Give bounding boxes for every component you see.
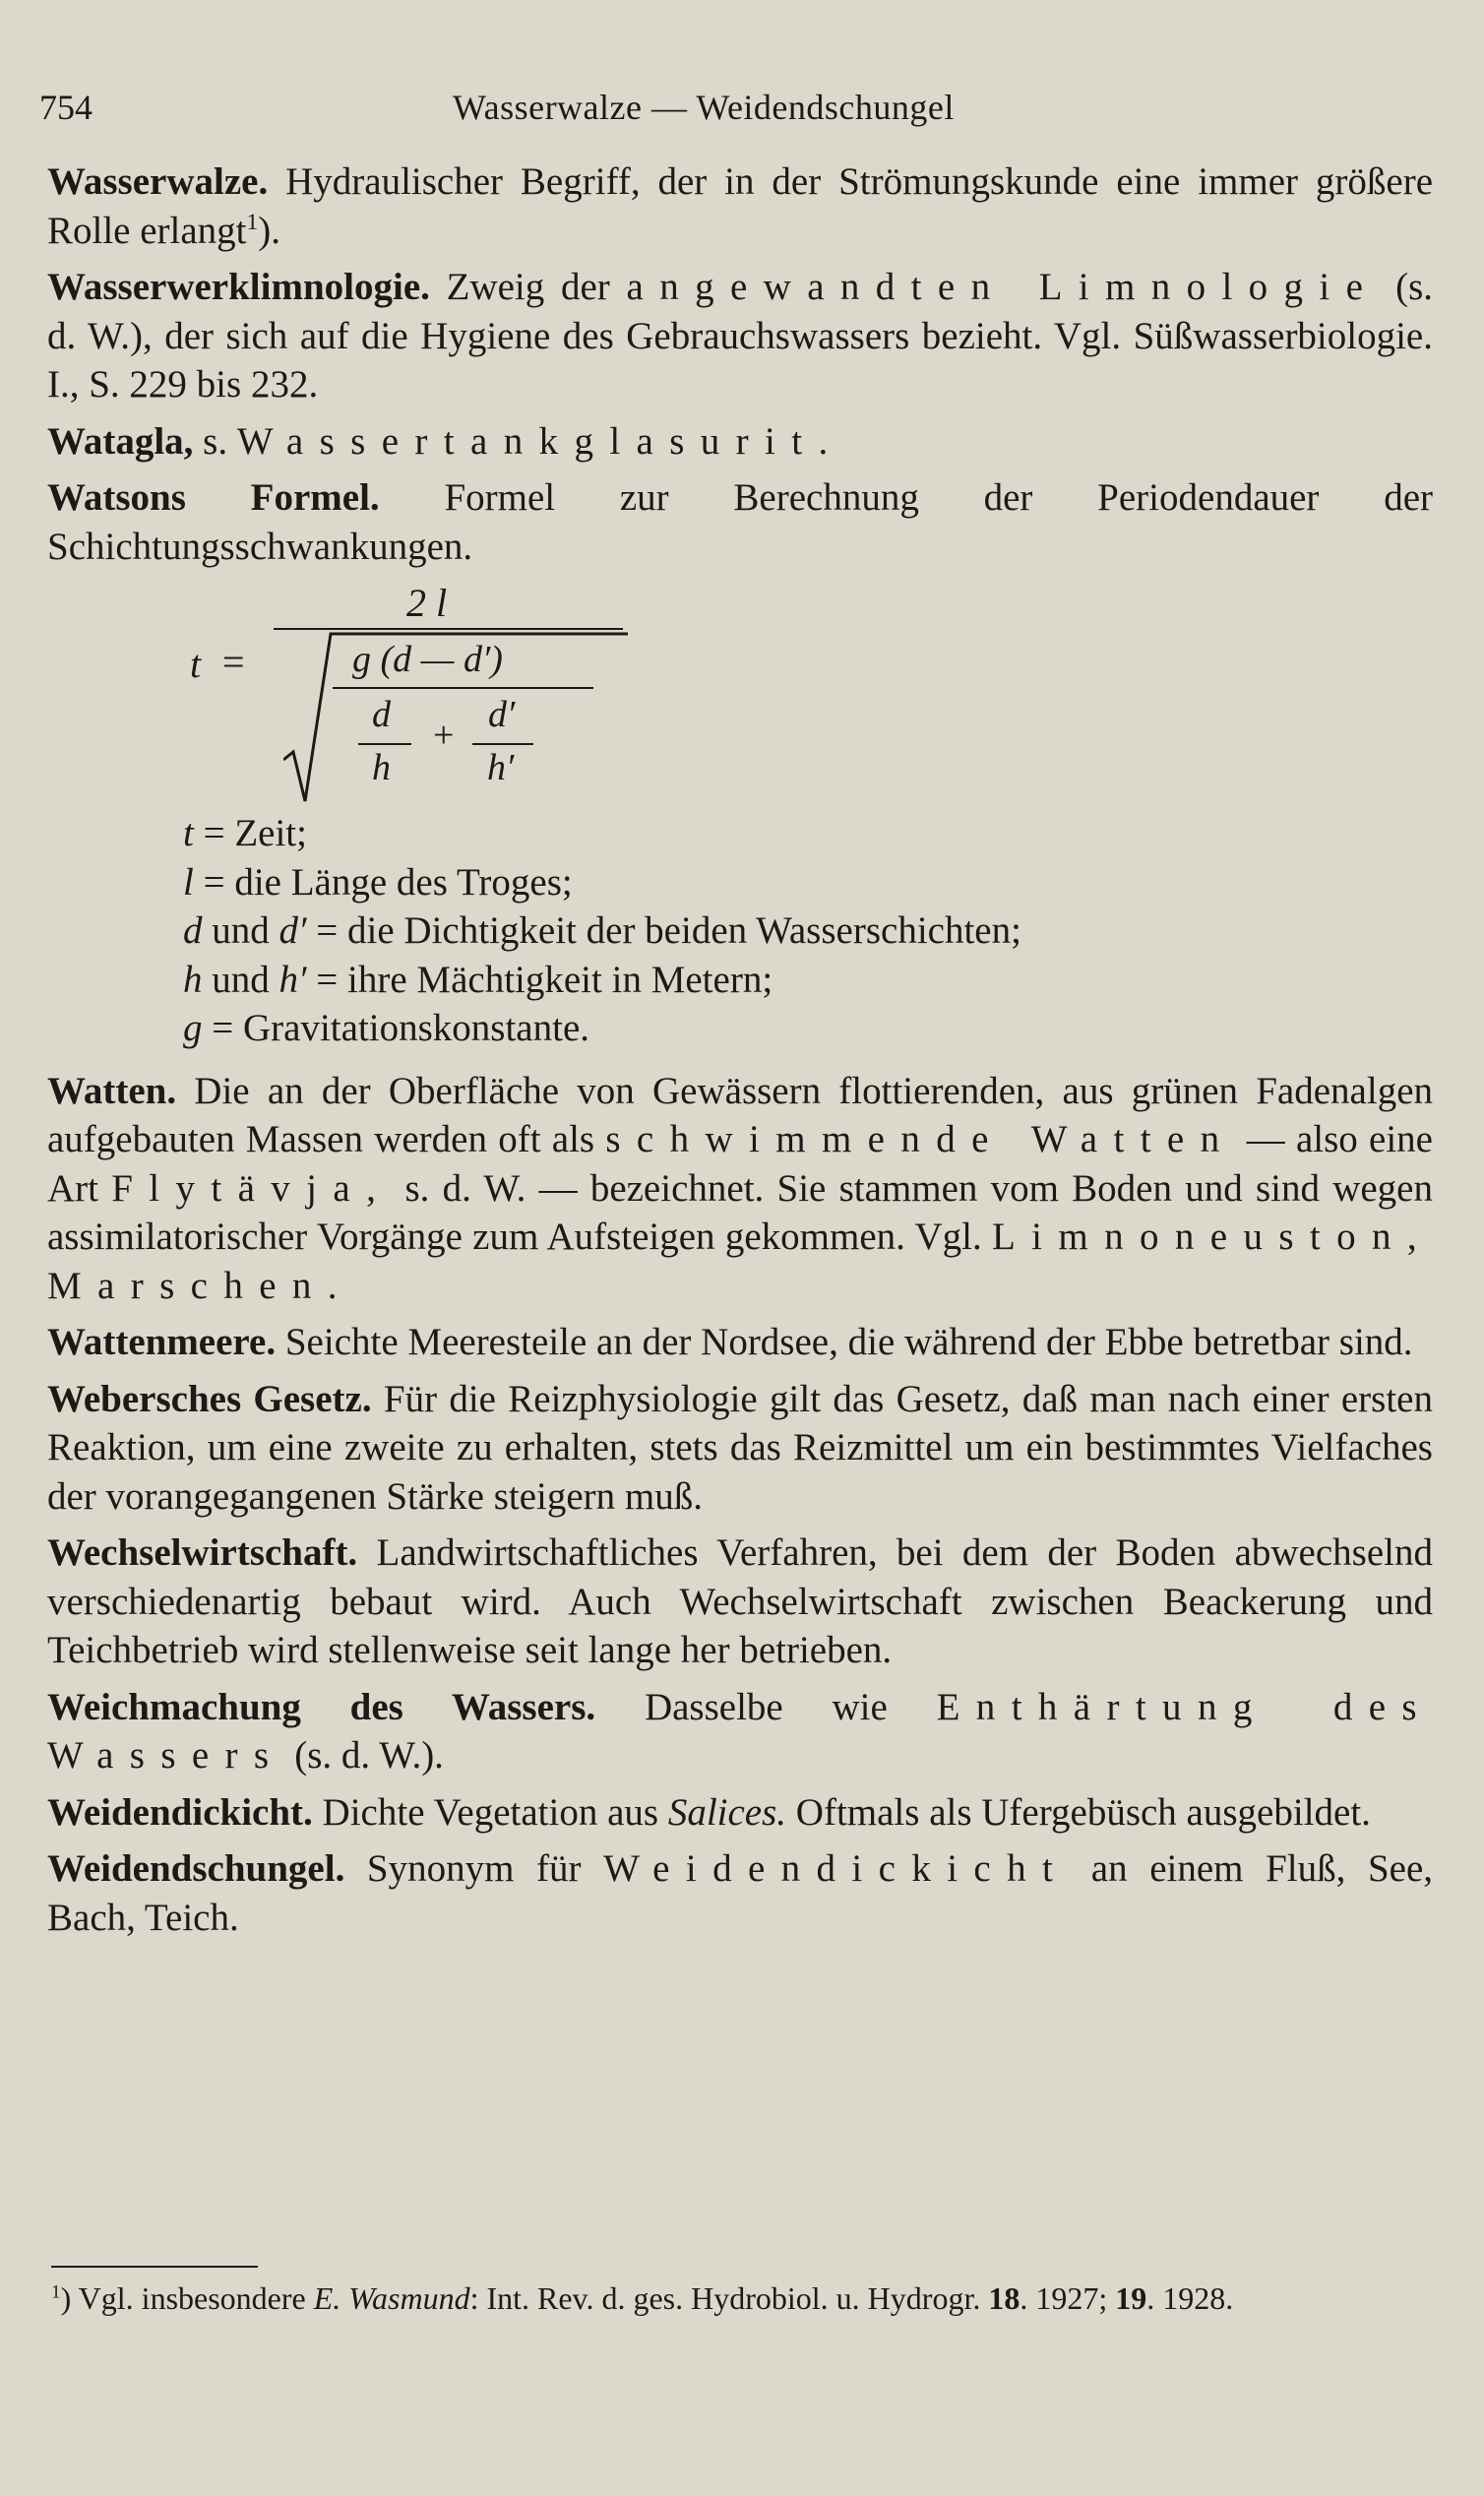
spaced-term: schwimmende Watten — [605, 1118, 1236, 1160]
entry-text: — also eine Art — [47, 1118, 1433, 1210]
footnote — [51, 2276, 1441, 2321]
entry-headword: Wasserwalze. — [47, 160, 269, 203]
spaced-term: Flytävja, — [111, 1166, 393, 1210]
footnote-author: E. Wasmund — [313, 2280, 470, 2316]
formula-d-prime: d′ — [488, 694, 516, 735]
definition-variable: g — [183, 1007, 203, 1049]
spaced-term: Enthärtung des Wassers — [47, 1685, 1433, 1777]
entry-text: (s. d. W.), der sich auf die Hygiene des Gebrauchswassers bezieht. Vgl. Süßwasserbiologie. I., S. 229 bis 232. — [47, 266, 1433, 406]
entry-headword: Weidendickicht. — [47, 1790, 313, 1834]
spaced-term: angewandten Limnologie — [626, 266, 1380, 308]
definition-text: = Zeit; — [193, 812, 307, 854]
entry-headword: Webersches Gesetz. — [47, 1377, 372, 1420]
entry-text: Hydraulischer Begriff, der in der Strömungskunde eine immer größere Rolle erlangt — [47, 160, 1433, 252]
definition-text: = ihre Mächtigkeit in Metern; — [306, 958, 773, 1001]
formula-h-prime: h′ — [487, 747, 515, 788]
watson-formula — [47, 579, 1433, 803]
entry-text: Dasselbe wie — [595, 1685, 937, 1728]
italic-term: Salices. — [667, 1790, 787, 1834]
formula-plus: + — [433, 715, 455, 756]
entry-headword: Wasserwerklimnologie. — [47, 266, 430, 308]
entry-text: s. d. W. — bezeichnet. Sie stammen vom Boden und sind wegen assimilatorischer Vorgänge zum Aufsteigen gekommen. Vgl. — [47, 1166, 1433, 1258]
footnote-text: ) Vgl. insbesondere — [60, 2280, 314, 2316]
entry-wasserwerklimnologie — [47, 263, 1433, 409]
definition-variable: h′ — [278, 958, 307, 1001]
entry-headword: Wattenmeere. — [47, 1321, 277, 1363]
entry-watsons-formel — [47, 473, 1433, 571]
definition-row — [183, 858, 1433, 907]
entry-headword: Weichmachung des Wassers. — [47, 1685, 596, 1728]
footnote-text: . 1928. — [1146, 2280, 1234, 2316]
entry-text: Formel zur Berechnung der Periodendauer der Schichtungsschwankungen. — [47, 476, 1433, 568]
running-title: Wasserwalze — Weidendschungel — [453, 88, 955, 127]
definition-text: = die Dichtigkeit der beiden Wasserschichten; — [306, 909, 1021, 952]
formula-equals: = — [222, 640, 245, 684]
entry-wasserwalze — [47, 157, 1433, 255]
definition-variable: d′ — [278, 909, 307, 952]
entry-headword: Watten. — [47, 1069, 177, 1112]
definition-row — [183, 1004, 1433, 1053]
fraction-bar — [274, 628, 623, 630]
entry-text: Dichte Vegetation aus — [312, 1790, 668, 1834]
definition-text: = die Länge des Troges; — [193, 860, 573, 904]
entry-text: Für die Reizphysiologie gilt das Gesetz, daß man nach einer ersten Reaktion, um eine zweite zu erhalten, stets das Reizmittel um ein bestimmtes Vielfaches der vorangegangenen Stärke steigern muß. — [47, 1377, 1433, 1518]
footnote-text: . 1927; — [1020, 2280, 1116, 2316]
footnote-marker: 1 — [51, 2281, 61, 2303]
page-number: 754 — [39, 88, 93, 127]
entry-text: Synonym für — [344, 1847, 604, 1890]
definition-variable: l — [183, 860, 194, 904]
entry-text: Landwirtschaftliches Verfahren, bei dem der Boden abwechselnd verschiedenartig bebaut wird. Auch Wechselwirtschaft zwischen Beackerung und Teichbetrieb wird stellenweise seit lange her betrieben. — [47, 1531, 1433, 1671]
formula-h: h — [372, 747, 391, 788]
footnote-volume: 19 — [1115, 2280, 1147, 2316]
spaced-term: Weidendickicht — [603, 1847, 1070, 1890]
footnote-reference: 1 — [246, 209, 259, 235]
formula-definitions — [183, 809, 1433, 1053]
entry-text: an einem Fluß, See, Bach, Teich. — [47, 1847, 1434, 1939]
definition-text: = Gravitationskonstante. — [202, 1007, 590, 1049]
spaced-term: Limnoneuston, Marschen. — [47, 1216, 1433, 1307]
entry-text: Seichte Meeresteile an der Nordsee, die während der Ebbe betretbar sind. — [276, 1321, 1413, 1363]
entry-text-tail: ). — [258, 209, 280, 252]
entry-wattenmeere — [47, 1318, 1433, 1367]
footnote-rule — [51, 2266, 258, 2268]
definition-row — [183, 809, 1433, 858]
definition-variable: h — [183, 958, 203, 1001]
entry-watagla — [47, 417, 1433, 467]
entry-watten — [47, 1067, 1433, 1311]
formula-numerator: 2 l — [406, 581, 448, 625]
entry-headword: Watsons Formel. — [47, 476, 380, 519]
inner-fraction-bar — [333, 687, 593, 689]
spaced-term: Wassertankglasurit. — [236, 419, 844, 463]
definition-row — [183, 956, 1433, 1005]
entry-wechselwirtschaft — [47, 1529, 1433, 1675]
page-header — [39, 87, 1437, 136]
footnote-volume: 18 — [988, 2280, 1020, 2316]
definition-row — [183, 906, 1433, 956]
entry-headword: Watagla, — [47, 419, 194, 463]
entry-text: Oftmals als Ufergebüsch ausgebildet. — [786, 1790, 1371, 1834]
entry-weichmachung — [47, 1683, 1433, 1780]
definition-variable: t — [183, 812, 194, 854]
page-body — [47, 157, 1433, 1950]
entry-headword: Weidendschungel. — [47, 1847, 345, 1890]
footnote-text: : Int. Rev. d. ges. Hydrobiol. u. Hydrogr. — [469, 2280, 989, 2316]
entry-text: Die an der Oberfläche von Gewässern flottierenden, aus grünen Fadenalgen aufgebauten Massen werden oft als — [47, 1069, 1433, 1160]
entry-weidendschungel — [47, 1844, 1433, 1942]
entry-headword: Wechselwirtschaft. — [47, 1531, 358, 1574]
formula-inner-numerator: g (d — d′) — [352, 639, 503, 680]
entry-text: (s. d. W.). — [284, 1734, 444, 1777]
formula-lhs: t — [190, 642, 202, 686]
entry-text: s. — [193, 419, 237, 463]
definition-connector: und — [202, 909, 279, 952]
definition-connector: und — [202, 958, 279, 1001]
entry-weidendickicht — [47, 1788, 1433, 1838]
formula-d: d — [372, 694, 391, 735]
definition-variable: d — [183, 909, 203, 952]
entry-webersches-gesetz — [47, 1375, 1433, 1522]
entry-text: Zweig der — [429, 266, 627, 308]
